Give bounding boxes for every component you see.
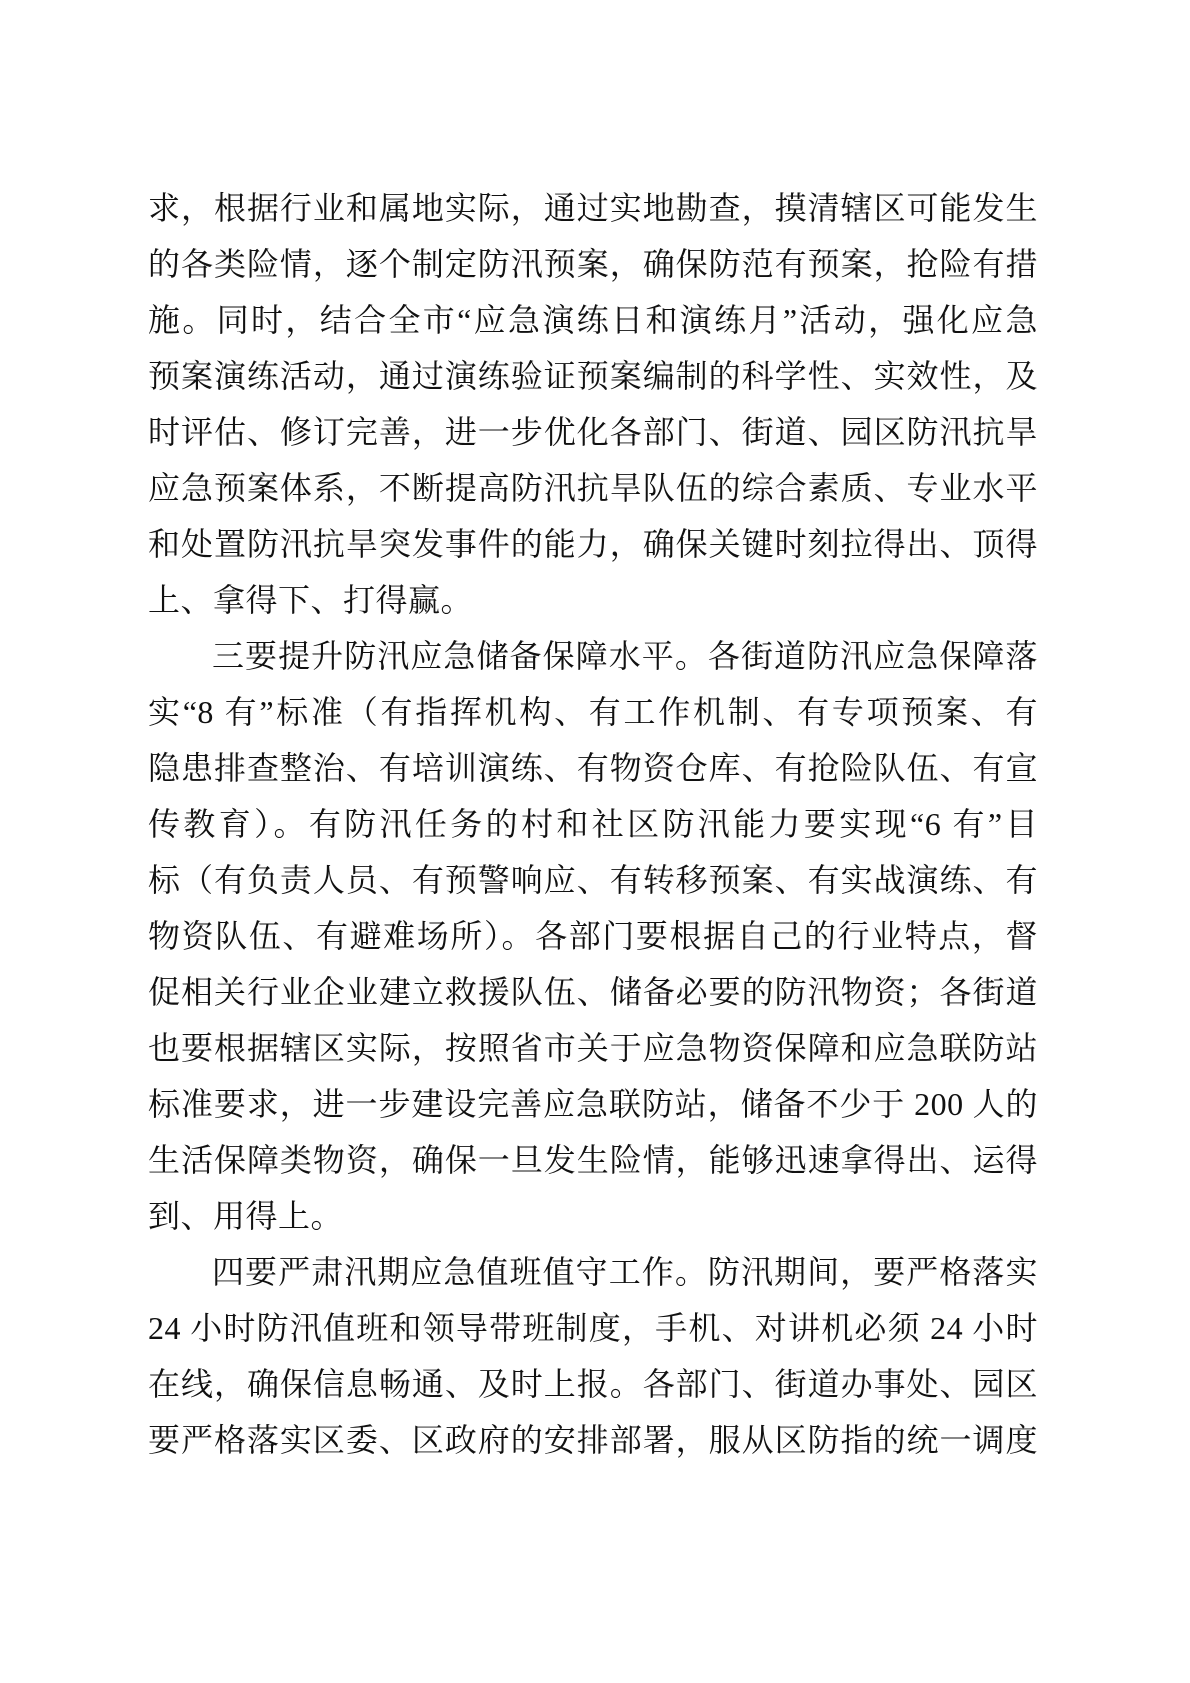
document-body-text xyxy=(148,180,1038,1468)
text-line: 的各类险情，逐个制定防汛预案，确保防范有预案，抢险有措 xyxy=(148,246,1038,282)
text-line: 生活保障类物资，确保一旦发生险情，能够迅速拿得出、运得 xyxy=(148,1142,1038,1178)
paragraph-continued-from-previous-page xyxy=(148,180,1038,628)
text-line: 标准要求，进一步建设完善应急联防站，储备不少于 200 人的 xyxy=(148,1086,1038,1122)
paragraph-point-four xyxy=(148,1244,1038,1468)
text-line: 四要严肃汛期应急值班值守工作。防汛期间，要严格落实 xyxy=(212,1254,1038,1290)
text-line: 要严格落实区委、区政府的安排部署，服从区防指的统一调度 xyxy=(148,1422,1038,1458)
text-line: 24 小时防汛值班和领导带班制度，手机、对讲机必须 24 小时 xyxy=(148,1310,1038,1346)
text-line: 标（有负责人员、有预警响应、有转移预案、有实战演练、有 xyxy=(148,862,1038,898)
text-line: 实“8 有”标准（有指挥机构、有工作机制、有专项预案、有 xyxy=(148,694,1038,730)
text-line: 传教育）。有防汛任务的村和社区防汛能力要实现“6 有”目 xyxy=(148,806,1038,842)
text-line: 促相关行业企业建立救援队伍、储备必要的防汛物资；各街道 xyxy=(148,974,1038,1010)
text-line: 和处置防汛抗旱突发事件的能力，确保关键时刻拉得出、顶得 xyxy=(148,526,1038,562)
text-line: 上、拿得下、打得赢。 xyxy=(148,582,474,618)
text-line: 求，根据行业和属地实际，通过实地勘查，摸清辖区可能发生 xyxy=(148,190,1038,226)
text-line: 在线，确保信息畅通、及时上报。各部门、街道办事处、园区 xyxy=(148,1366,1038,1402)
paragraph-point-three xyxy=(148,628,1038,1244)
text-line: 时评估、修订完善，进一步优化各部门、街道、园区防汛抗旱 xyxy=(148,414,1038,450)
text-line: 到、用得上。 xyxy=(148,1198,344,1234)
text-line: 应急预案体系，不断提高防汛抗旱队伍的综合素质、专业水平 xyxy=(148,470,1038,506)
text-line: 预案演练活动，通过演练验证预案编制的科学性、实效性，及 xyxy=(148,358,1038,394)
text-line: 隐患排查整治、有培训演练、有物资仓库、有抢险队伍、有宣 xyxy=(148,750,1038,786)
text-line: 施。同时，结合全市“应急演练日和演练月”活动，强化应急 xyxy=(148,302,1038,338)
text-line: 三要提升防汛应急储备保障水平。各街道防汛应急保障落 xyxy=(212,638,1038,674)
text-line: 物资队伍、有避难场所）。各部门要根据自己的行业特点，督 xyxy=(148,918,1038,954)
text-line: 也要根据辖区实际，按照省市关于应急物资保障和应急联防站 xyxy=(148,1030,1038,1066)
